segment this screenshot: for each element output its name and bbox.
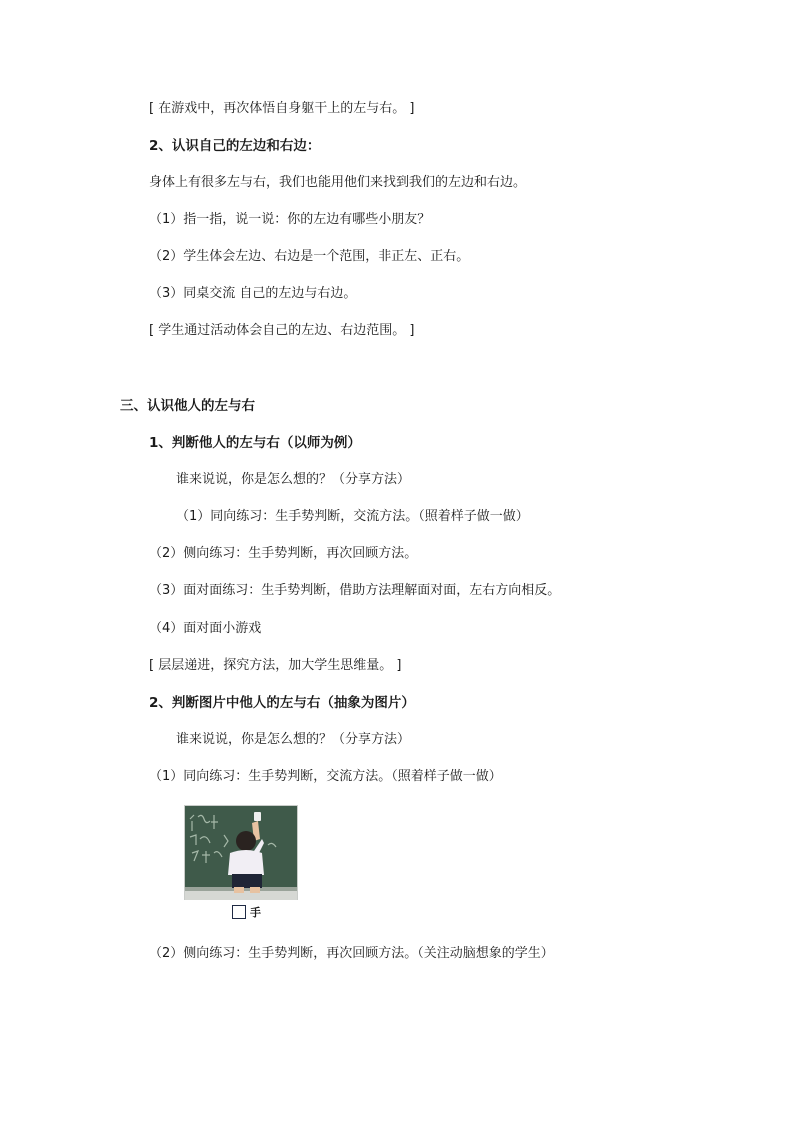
section-subheading: 1、判断他人的左与右（以师为例） [149,435,361,451]
figure-caption [232,903,261,920]
list-item: （2）侧向练习：生手势判断，再次回顾方法。（关注动脑想象的学生） [149,946,554,961]
answer-box [232,905,246,919]
note-text: [ 在游戏中，再次体悟自身躯干上的左与右。 ] [149,101,415,116]
section-subheading: 2、认识自己的左边和右边： [149,138,321,154]
list-item: （2）学生体会左边、右边是一个范围，非正左、正右。 [149,249,470,264]
caption-text: 手 [250,905,261,919]
list-item: （4）面对面小游戏 [149,621,262,636]
section-subheading: 2、判断图片中他人的左与右（抽象为图片） [149,695,415,711]
note-text: [ 学生通过活动体会自己的左边、右边范围。 ] [149,323,415,338]
paragraph-text: 谁来说说，你是怎么想的？（分享方法） [176,732,411,747]
list-item: （1）同向练习：生手势判断，交流方法。（照着样子做一做） [176,509,529,524]
photo-boy-writing-on-chalkboard-icon [184,805,298,900]
list-item: （3）面对面练习：生手势判断，借助方法理解面对面，左右方向相反。 [149,583,561,598]
paragraph-text: 谁来说说，你是怎么想的？（分享方法） [176,472,411,487]
paragraph-text: 身体上有很多左与右，我们也能用他们来找到我们的左边和右边。 [149,175,527,190]
list-item: （3）同桌交流 自己的左边与右边。 [149,286,357,301]
list-item: （2）侧向练习：生手势判断，再次回顾方法。 [149,546,418,561]
list-item: （1）指一指，说一说：你的左边有哪些小朋友？ [149,212,431,227]
section-heading: 三、认识他人的左与右 [120,398,255,414]
note-text: [ 层层递进，探究方法，加大学生思维量。 ] [149,658,402,673]
chalkboard-photo [184,805,298,900]
list-item: （1）同向练习：生手势判断，交流方法。（照着样子做一做） [149,769,502,784]
